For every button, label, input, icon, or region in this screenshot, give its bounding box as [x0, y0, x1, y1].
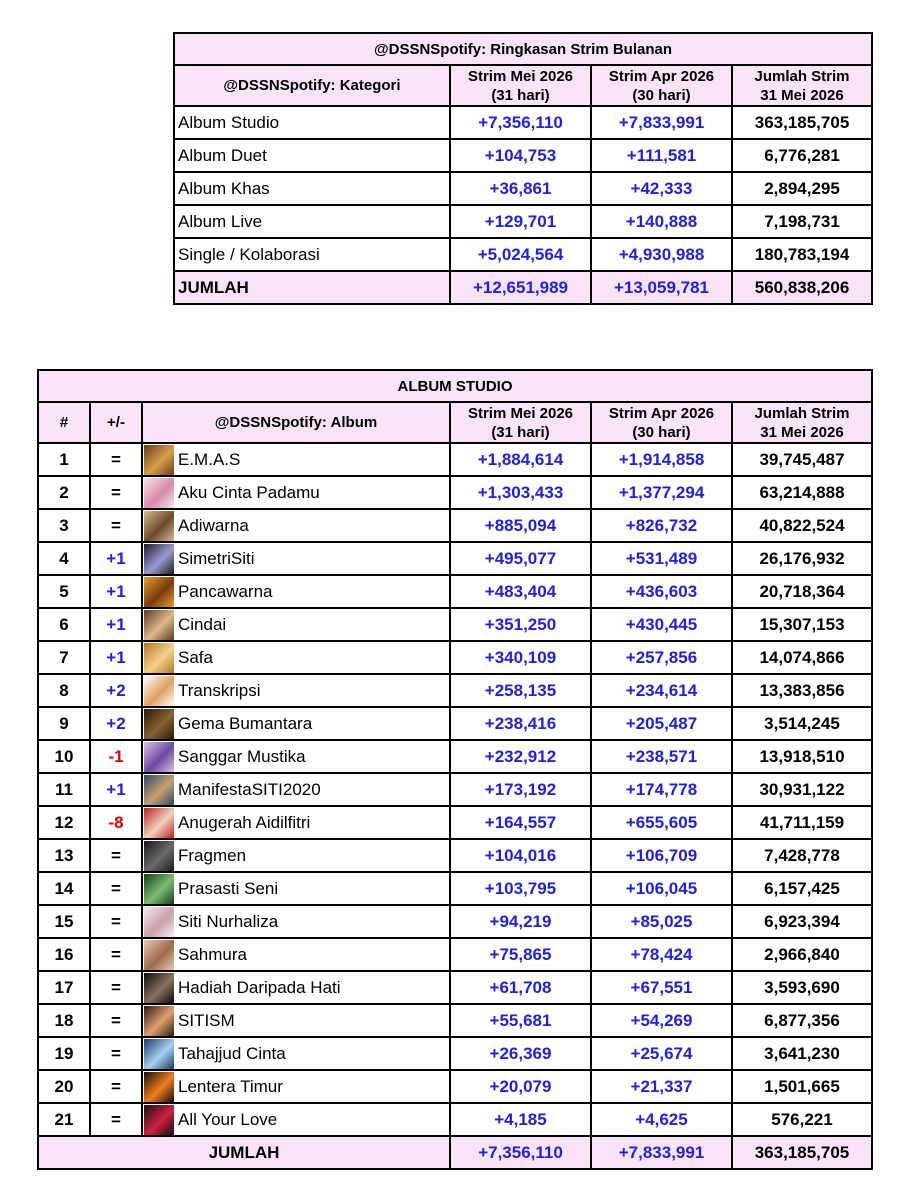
album-may-streams: +1,884,614	[450, 443, 591, 476]
album-total-streams: 63,214,888	[732, 476, 872, 509]
album-rank-change: =	[90, 1070, 142, 1103]
summary-row	[174, 172, 872, 205]
album-apr-streams: +4,625	[591, 1103, 732, 1136]
album-rank-change: =	[90, 509, 142, 542]
album-total-streams: 3,593,690	[732, 971, 872, 1004]
album-row	[38, 773, 872, 806]
summary-may-streams: +5,024,564	[450, 238, 591, 271]
summary-total-apr: +13,059,781	[591, 271, 732, 304]
summary-apr-streams: +111,581	[591, 139, 732, 172]
album-cover-thumbnail	[144, 907, 174, 937]
album-rank: 11	[38, 773, 90, 806]
studio-total-all: 363,185,705	[732, 1136, 872, 1169]
album-apr-streams: +430,445	[591, 608, 732, 641]
album-cell	[142, 806, 450, 839]
album-row	[38, 608, 872, 641]
album-cell	[142, 707, 450, 740]
album-cover-thumbnail	[144, 544, 174, 574]
summary-col-total-line2: 31 Mei 2026	[760, 86, 844, 104]
summary-title: @DSSNSpotify: Ringkasan Strim Bulanan	[174, 33, 872, 65]
album-cell	[142, 839, 450, 872]
album-apr-streams: +655,605	[591, 806, 732, 839]
album-total-streams: 39,745,487	[732, 443, 872, 476]
album-rank-change: =	[90, 905, 142, 938]
summary-col-apr-line2: (30 hari)	[632, 86, 691, 104]
album-may-streams: +232,912	[450, 740, 591, 773]
album-apr-streams: +234,614	[591, 674, 732, 707]
studio-col-apr-line1: Strim Apr 2026	[608, 404, 715, 422]
studio-col-may-line1: Strim Mei 2026	[467, 404, 574, 422]
album-may-streams: +20,079	[450, 1070, 591, 1103]
album-may-streams: +1,303,433	[450, 476, 591, 509]
album-row	[38, 443, 872, 476]
album-total-streams: 40,822,524	[732, 509, 872, 542]
album-rank-change: =	[90, 1004, 142, 1037]
album-apr-streams: +238,571	[591, 740, 732, 773]
album-total-streams: 13,383,856	[732, 674, 872, 707]
summary-category: Single / Kolaborasi	[174, 238, 450, 271]
album-may-streams: +238,416	[450, 707, 591, 740]
summary-col-may-line1: Strim Mei 2026	[467, 67, 574, 85]
album-may-streams: +103,795	[450, 872, 591, 905]
album-title: Aku Cinta Padamu	[178, 483, 320, 502]
studio-col-album: @DSSNSpotify: Album	[142, 402, 450, 443]
album-cover-thumbnail	[144, 973, 174, 1003]
album-cover-thumbnail	[144, 874, 174, 904]
album-cover-thumbnail	[144, 808, 174, 838]
studio-total-apr: +7,833,991	[591, 1136, 732, 1169]
album-title: Sahmura	[178, 945, 247, 964]
album-total-streams: 30,931,122	[732, 773, 872, 806]
summary-may-streams: +36,861	[450, 172, 591, 205]
album-cover-thumbnail	[144, 643, 174, 673]
album-title: Pancawarna	[178, 582, 273, 601]
summary-category: Album Live	[174, 205, 450, 238]
summary-total-may: +12,651,989	[450, 271, 591, 304]
album-cover-thumbnail	[144, 1039, 174, 1069]
album-rank-change: =	[90, 1037, 142, 1070]
album-apr-streams: +1,914,858	[591, 443, 732, 476]
album-rank-change: +1	[90, 608, 142, 641]
album-total-streams: 13,918,510	[732, 740, 872, 773]
album-may-streams: +495,077	[450, 542, 591, 575]
summary-row	[174, 238, 872, 271]
album-cell	[142, 740, 450, 773]
album-title: Siti Nurhaliza	[178, 912, 279, 931]
album-rank: 16	[38, 938, 90, 971]
album-rank-change: +1	[90, 641, 142, 674]
album-cover-thumbnail	[144, 511, 174, 541]
album-rank-change: =	[90, 476, 142, 509]
studio-col-total	[732, 402, 872, 443]
album-rank: 6	[38, 608, 90, 641]
album-title: SimetriSiti	[178, 549, 255, 568]
summary-total-streams: 180,783,194	[732, 238, 872, 271]
album-row	[38, 938, 872, 971]
summary-col-apr	[591, 65, 732, 106]
album-title: Tahajjud Cinta	[178, 1044, 286, 1063]
studio-col-rank: #	[38, 402, 90, 443]
summary-apr-streams: +7,833,991	[591, 106, 732, 139]
album-cell	[142, 1037, 450, 1070]
album-apr-streams: +1,377,294	[591, 476, 732, 509]
album-title: ManifestaSITI2020	[178, 780, 321, 799]
album-cover-thumbnail	[144, 577, 174, 607]
album-rank: 13	[38, 839, 90, 872]
album-total-streams: 1,501,665	[732, 1070, 872, 1103]
album-cover-thumbnail	[144, 1006, 174, 1036]
album-row	[38, 542, 872, 575]
summary-may-streams: +129,701	[450, 205, 591, 238]
album-rank: 15	[38, 905, 90, 938]
album-title: Transkripsi	[178, 681, 261, 700]
summary-col-may	[450, 65, 591, 106]
album-row	[38, 905, 872, 938]
album-total-streams: 6,877,356	[732, 1004, 872, 1037]
summary-apr-streams: +42,333	[591, 172, 732, 205]
album-cover-thumbnail	[144, 841, 174, 871]
album-row	[38, 971, 872, 1004]
album-may-streams: +483,404	[450, 575, 591, 608]
album-total-streams: 3,514,245	[732, 707, 872, 740]
album-rank: 18	[38, 1004, 90, 1037]
summary-category: Album Duet	[174, 139, 450, 172]
album-rank-change: +1	[90, 542, 142, 575]
album-row	[38, 806, 872, 839]
album-title: E.M.A.S	[178, 450, 241, 469]
album-may-streams: +61,708	[450, 971, 591, 1004]
album-rank: 5	[38, 575, 90, 608]
album-cover-thumbnail	[144, 775, 174, 805]
album-rank: 12	[38, 806, 90, 839]
album-rank: 19	[38, 1037, 90, 1070]
summary-body	[174, 106, 872, 304]
album-cell	[142, 773, 450, 806]
album-total-streams: 7,428,778	[732, 839, 872, 872]
album-total-streams: 26,176,932	[732, 542, 872, 575]
album-rank-change: =	[90, 938, 142, 971]
summary-row	[174, 106, 872, 139]
album-rank: 7	[38, 641, 90, 674]
album-cell	[142, 542, 450, 575]
album-apr-streams: +54,269	[591, 1004, 732, 1037]
album-rank-change: =	[90, 839, 142, 872]
studio-col-total-line1: Jumlah Strim	[754, 404, 850, 422]
album-cell	[142, 674, 450, 707]
summary-table	[173, 32, 873, 305]
album-row	[38, 476, 872, 509]
album-studio-table	[37, 369, 873, 1170]
album-may-streams: +258,135	[450, 674, 591, 707]
studio-total-row	[38, 1136, 872, 1169]
album-apr-streams: +205,487	[591, 707, 732, 740]
album-rank: 17	[38, 971, 90, 1004]
album-row	[38, 509, 872, 542]
album-title: Lentera Timur	[178, 1077, 283, 1096]
album-rank-change: +1	[90, 773, 142, 806]
album-rank: 14	[38, 872, 90, 905]
album-cell	[142, 608, 450, 641]
album-row	[38, 740, 872, 773]
album-title: Safa	[178, 648, 213, 667]
summary-apr-streams: +140,888	[591, 205, 732, 238]
album-rank: 21	[38, 1103, 90, 1136]
summary-category: Album Khas	[174, 172, 450, 205]
album-rank-change: +1	[90, 575, 142, 608]
summary-row	[174, 205, 872, 238]
summary-apr-streams: +4,930,988	[591, 238, 732, 271]
album-title: Adiwarna	[178, 516, 249, 535]
summary-col-total-line1: Jumlah Strim	[754, 67, 850, 85]
album-cell	[142, 509, 450, 542]
studio-col-total-line2: 31 Mei 2026	[760, 423, 844, 441]
album-row	[38, 575, 872, 608]
album-title: Anugerah Aidilfitri	[178, 813, 311, 832]
album-apr-streams: +257,856	[591, 641, 732, 674]
summary-may-streams: +104,753	[450, 139, 591, 172]
summary-col-total	[732, 65, 872, 106]
album-cover-thumbnail	[144, 1072, 174, 1102]
album-total-streams: 6,923,394	[732, 905, 872, 938]
album-rank-change: +2	[90, 674, 142, 707]
album-total-streams: 6,157,425	[732, 872, 872, 905]
album-total-streams: 14,074,866	[732, 641, 872, 674]
album-apr-streams: +174,778	[591, 773, 732, 806]
album-may-streams: +4,185	[450, 1103, 591, 1136]
summary-row	[174, 139, 872, 172]
album-row	[38, 641, 872, 674]
album-cell	[142, 1070, 450, 1103]
album-may-streams: +164,557	[450, 806, 591, 839]
album-apr-streams: +436,603	[591, 575, 732, 608]
summary-total-streams: 2,894,295	[732, 172, 872, 205]
album-cover-thumbnail	[144, 1105, 174, 1135]
album-rank-change: -8	[90, 806, 142, 839]
album-rank-change: -1	[90, 740, 142, 773]
album-cell	[142, 476, 450, 509]
album-cell	[142, 905, 450, 938]
summary-may-streams: +7,356,110	[450, 106, 591, 139]
album-may-streams: +55,681	[450, 1004, 591, 1037]
album-apr-streams: +531,489	[591, 542, 732, 575]
album-rank-change: +2	[90, 707, 142, 740]
summary-total-streams: 363,185,705	[732, 106, 872, 139]
album-row	[38, 872, 872, 905]
album-title: All Your Love	[178, 1110, 278, 1129]
studio-col-may-line2: (31 hari)	[491, 423, 550, 441]
album-apr-streams: +67,551	[591, 971, 732, 1004]
album-apr-streams: +106,045	[591, 872, 732, 905]
album-title: Sanggar Mustika	[178, 747, 306, 766]
album-rank-change: =	[90, 971, 142, 1004]
album-apr-streams: +85,025	[591, 905, 732, 938]
album-total-streams: 15,307,153	[732, 608, 872, 641]
album-apr-streams: +826,732	[591, 509, 732, 542]
summary-total-streams: 6,776,281	[732, 139, 872, 172]
album-rank: 4	[38, 542, 90, 575]
album-cell	[142, 1103, 450, 1136]
album-may-streams: +104,016	[450, 839, 591, 872]
album-rank-change: =	[90, 443, 142, 476]
album-may-streams: +94,219	[450, 905, 591, 938]
album-row	[38, 707, 872, 740]
album-may-streams: +351,250	[450, 608, 591, 641]
studio-total-may: +7,356,110	[450, 1136, 591, 1169]
album-cell	[142, 872, 450, 905]
album-apr-streams: +21,337	[591, 1070, 732, 1103]
album-may-streams: +75,865	[450, 938, 591, 971]
album-may-streams: +885,094	[450, 509, 591, 542]
album-total-streams: 2,966,840	[732, 938, 872, 971]
summary-col-may-line2: (31 hari)	[491, 86, 550, 104]
album-cover-thumbnail	[144, 676, 174, 706]
summary-total-label: JUMLAH	[174, 271, 450, 304]
studio-total-label: JUMLAH	[38, 1136, 450, 1169]
studio-title: ALBUM STUDIO	[38, 370, 872, 402]
album-apr-streams: +106,709	[591, 839, 732, 872]
album-rank: 3	[38, 509, 90, 542]
album-apr-streams: +25,674	[591, 1037, 732, 1070]
summary-category: Album Studio	[174, 106, 450, 139]
album-total-streams: 576,221	[732, 1103, 872, 1136]
album-rank: 2	[38, 476, 90, 509]
album-row	[38, 1070, 872, 1103]
album-cover-thumbnail	[144, 610, 174, 640]
album-rank: 1	[38, 443, 90, 476]
album-cover-thumbnail	[144, 478, 174, 508]
album-rank: 10	[38, 740, 90, 773]
album-title: Fragmen	[178, 846, 247, 865]
album-cell	[142, 1004, 450, 1037]
summary-col-category: @DSSNSpotify: Kategori	[174, 65, 450, 106]
album-rank-change: =	[90, 872, 142, 905]
studio-col-apr	[591, 402, 732, 443]
album-cover-thumbnail	[144, 709, 174, 739]
album-row	[38, 1004, 872, 1037]
album-rank: 20	[38, 1070, 90, 1103]
album-cell	[142, 443, 450, 476]
studio-col-apr-line2: (30 hari)	[632, 423, 691, 441]
album-apr-streams: +78,424	[591, 938, 732, 971]
album-total-streams: 20,718,364	[732, 575, 872, 608]
summary-total-row	[174, 271, 872, 304]
summary-total-all: 560,838,206	[732, 271, 872, 304]
album-rank: 9	[38, 707, 90, 740]
summary-col-apr-line1: Strim Apr 2026	[608, 67, 715, 85]
album-title: Cindai	[178, 615, 227, 634]
summary-total-streams: 7,198,731	[732, 205, 872, 238]
album-cover-thumbnail	[144, 742, 174, 772]
album-row	[38, 1103, 872, 1136]
album-row	[38, 839, 872, 872]
album-cover-thumbnail	[144, 445, 174, 475]
album-rank: 8	[38, 674, 90, 707]
album-total-streams: 3,641,230	[732, 1037, 872, 1070]
album-total-streams: 41,711,159	[732, 806, 872, 839]
album-may-streams: +340,109	[450, 641, 591, 674]
album-title: Prasasti Seni	[178, 879, 279, 898]
studio-col-may	[450, 402, 591, 443]
album-cell	[142, 971, 450, 1004]
album-may-streams: +26,369	[450, 1037, 591, 1070]
album-cell	[142, 938, 450, 971]
album-rank-change: =	[90, 1103, 142, 1136]
album-cell	[142, 641, 450, 674]
album-may-streams: +173,192	[450, 773, 591, 806]
studio-body	[38, 443, 872, 1169]
album-cover-thumbnail	[144, 940, 174, 970]
album-row	[38, 674, 872, 707]
studio-col-change: +/-	[90, 402, 142, 443]
album-title: Hadiah Daripada Hati	[178, 978, 341, 997]
album-title: SITISM	[178, 1011, 235, 1030]
album-row	[38, 1037, 872, 1070]
album-title: Gema Bumantara	[178, 714, 313, 733]
album-cell	[142, 575, 450, 608]
